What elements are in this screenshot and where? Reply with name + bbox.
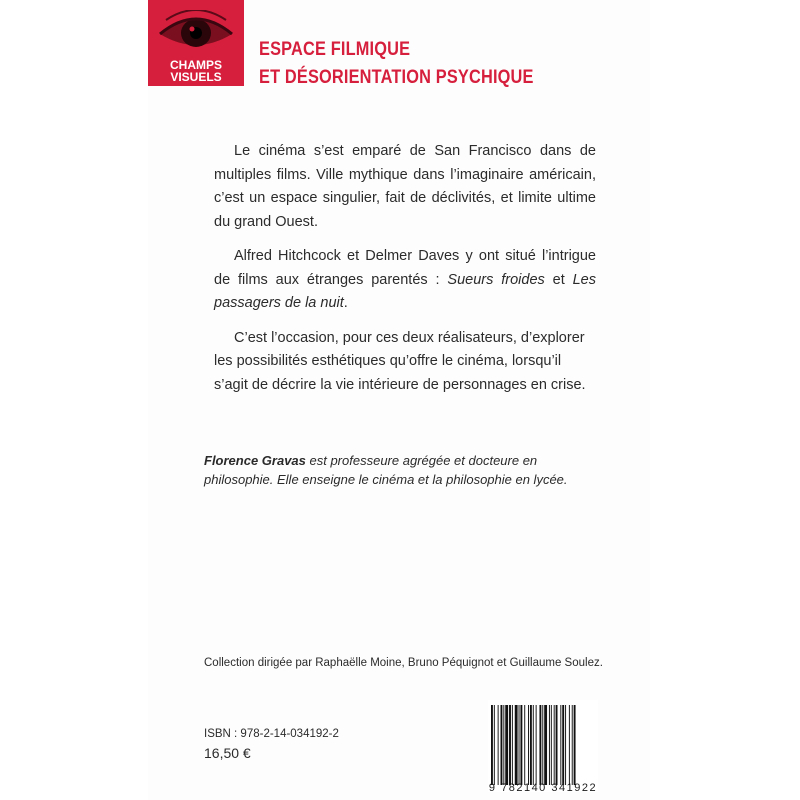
author-name: Florence Gravas [204, 453, 306, 468]
author-description: est professeure agrégée et docteure en philosophie. Elle enseigne le cinéma et la philosophie en lycée. [204, 453, 568, 487]
collection-logo [148, 0, 244, 86]
film-title-1: Sueurs froides [447, 271, 545, 288]
blurb-paragraph-2 [214, 245, 596, 316]
isbn: ISBN : 978-2-14-034192-2 [204, 728, 339, 740]
blurb-p2-mid: et [544, 271, 573, 288]
film-title-2: Les passagers de la nuit [214, 271, 596, 311]
barcode-number: 9 782140 341922 [488, 782, 598, 794]
title-line1: ESPACE FILMIQUE [259, 39, 411, 60]
author-bio [204, 451, 604, 489]
price: 16,50 € [204, 745, 251, 761]
blurb-paragraph-1: Le cinéma s’est emparé de San Francisco dans de multiples films. Ville mythique dans l’imaginaire américain, c’est un espace singulier, fait de déclivités, et limite ultime du grand Ouest. [214, 143, 596, 230]
blurb-p2-end: . [343, 295, 348, 311]
logo-line1: CHAMPS [169, 58, 222, 72]
book-title [259, 36, 534, 92]
blurb [214, 140, 596, 408]
collection-credits: Collection dirigée par Raphaëlle Moine, Bruno Péquignot et Guillaume Soulez. [204, 657, 603, 669]
title-line2: ET DÉSORIENTATION PSYCHIQUE [259, 67, 534, 88]
eye-icon [156, 10, 236, 56]
logo-line2: VISUELS [170, 70, 222, 84]
barcode [488, 700, 598, 792]
blurb-paragraph-3: C’est l’occasion, pour ces deux réalisateurs, d’explorer les possibilités esthétiques qu’offre le cinéma, lorsqu’il s’agit de décrire la vie intérieure de personnages en crise. [214, 329, 586, 393]
blurb-p2-start: Alfred Hitchcock et Delmer Daves y ont situé l’intrigue de films aux étranges parentés : [214, 248, 596, 288]
